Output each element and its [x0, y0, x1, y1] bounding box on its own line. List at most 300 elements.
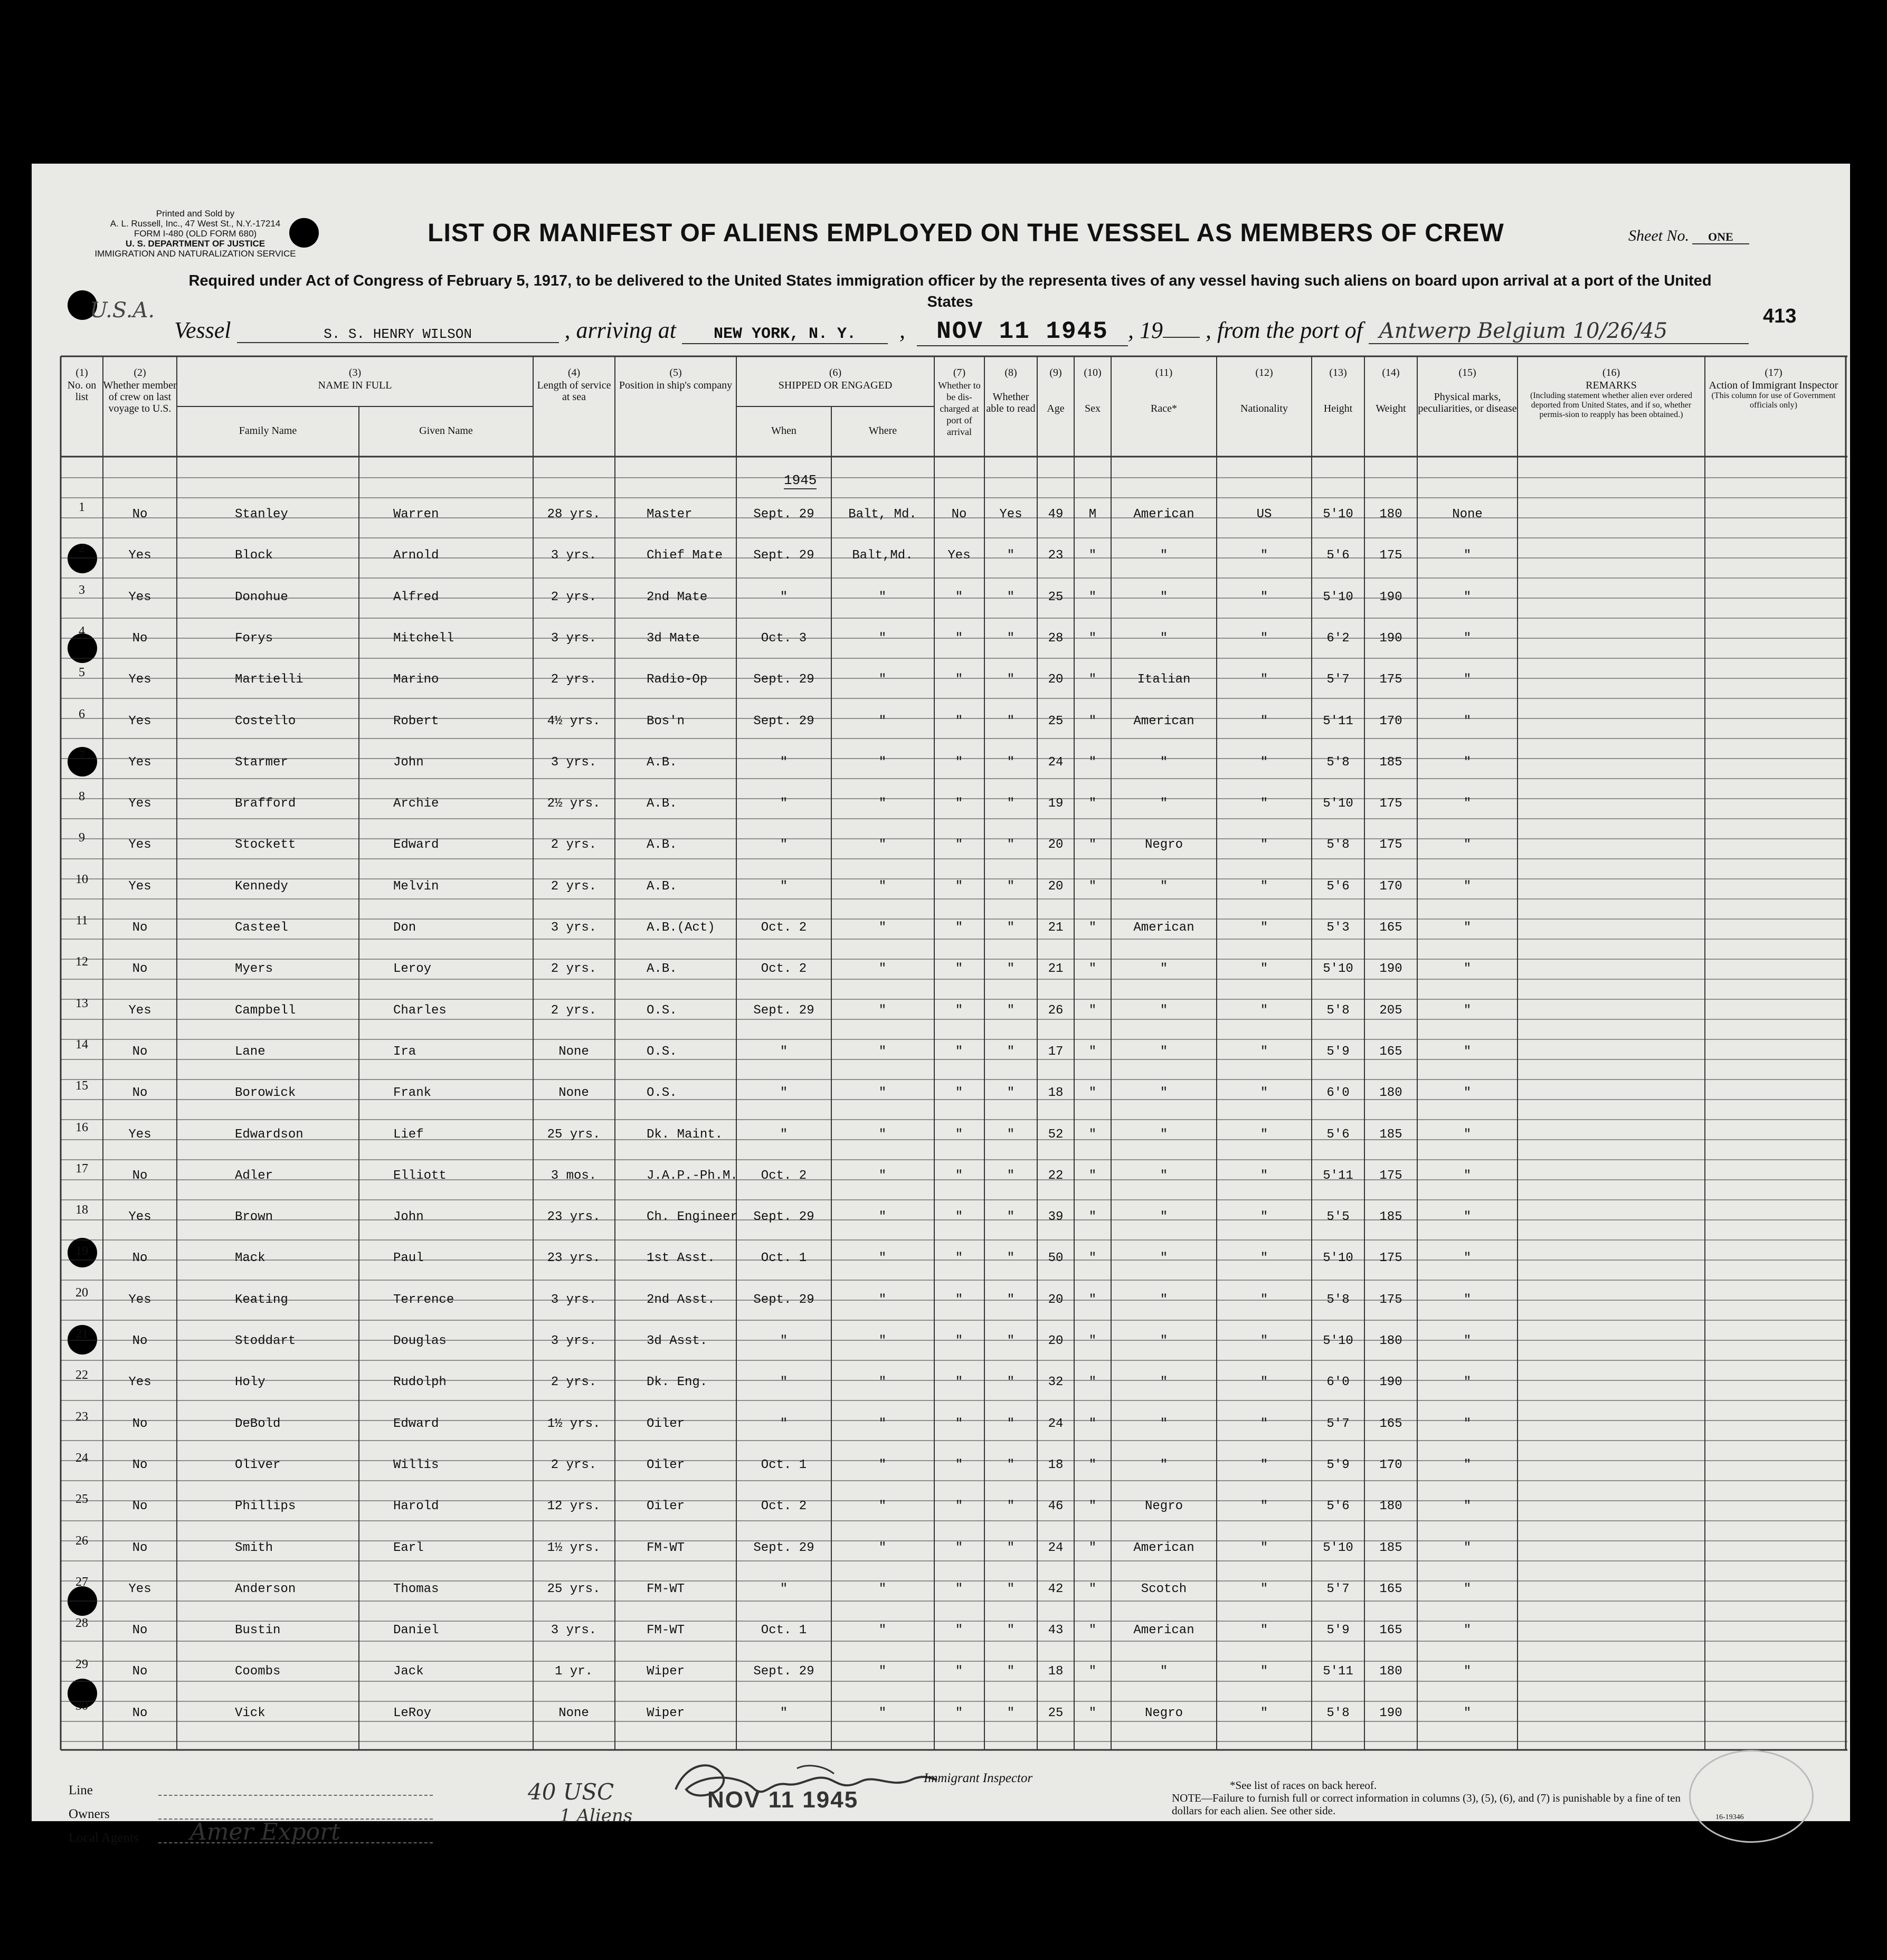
cell-nationality: "	[1260, 1086, 1268, 1101]
cell-weight: 190	[1379, 1375, 1402, 1390]
cell-marks: "	[1463, 1416, 1472, 1431]
cell-position: J.A.P.-Ph.M.	[647, 1168, 738, 1183]
cell-discharged: "	[955, 1375, 963, 1390]
col-header-weight: (14) Weight	[1376, 367, 1406, 414]
cell-given: Harold	[393, 1499, 439, 1514]
cell-family: Starmer	[235, 755, 288, 770]
cell-position: A.B.	[647, 879, 677, 894]
cell-age: 43	[1048, 1623, 1064, 1638]
cell-given: Earl	[393, 1540, 424, 1555]
cell-height: 5'11	[1323, 714, 1353, 728]
cell-no: 2	[79, 542, 85, 556]
cell-sex: "	[1088, 1706, 1097, 1720]
cell-discharged: "	[955, 1086, 963, 1101]
cell-height: 5'10	[1323, 797, 1353, 811]
cell-height: 5'10	[1323, 1334, 1353, 1348]
cell-when: Sept. 29	[753, 1540, 814, 1555]
cell-age: 20	[1048, 1292, 1064, 1307]
cell-discharged: "	[955, 1210, 963, 1225]
cell-age: 49	[1048, 507, 1064, 522]
cell-given: Charles	[393, 1003, 447, 1018]
cell-no: 7	[79, 748, 85, 762]
cell-marks: "	[1463, 1375, 1472, 1390]
cell-discharged: "	[955, 838, 963, 853]
cell-height: 5'5	[1326, 1210, 1350, 1225]
cell-no: 5	[79, 666, 85, 680]
cell-sex: "	[1088, 838, 1097, 853]
cell-position: 2nd Asst.	[647, 1292, 715, 1307]
cell-when: Sept. 29	[753, 1210, 814, 1225]
cell-no: 12	[75, 955, 88, 969]
cell-marks: "	[1463, 1003, 1472, 1018]
col-header-height: (13) Height	[1323, 367, 1353, 414]
cell-sex: "	[1088, 1044, 1097, 1059]
cell-nationality: "	[1260, 1706, 1268, 1720]
cell-no: 10	[75, 872, 88, 886]
cell-age: 18	[1048, 1664, 1064, 1679]
manifest-page	[32, 164, 1850, 1845]
cell-where: "	[878, 1457, 887, 1472]
cell-when: "	[780, 1416, 788, 1431]
cell-sex: "	[1088, 1251, 1097, 1266]
cell-nationality: "	[1260, 921, 1268, 935]
cell-position: O.S.	[647, 1086, 677, 1101]
cell-when: "	[780, 755, 788, 770]
cell-sex: "	[1088, 921, 1097, 935]
col-header-when: When	[771, 425, 796, 437]
cell-sex: "	[1088, 1664, 1097, 1679]
cell-given: Willis	[393, 1457, 439, 1472]
cell-crew: No	[132, 1706, 148, 1720]
cell-crew: No	[132, 1334, 148, 1348]
cell-family: Borowick	[235, 1086, 296, 1101]
cell-marks: "	[1463, 1664, 1472, 1679]
cell-when: Sept. 29	[753, 1292, 814, 1307]
cell-weight: 185	[1379, 1127, 1402, 1142]
cell-read: "	[1007, 714, 1015, 728]
cell-position: Ch. Engineer	[647, 1210, 738, 1225]
cell-race: American	[1133, 921, 1194, 935]
cell-discharged: "	[955, 1416, 963, 1431]
cell-when: Sept. 29	[753, 714, 814, 728]
footer-notes: *See list of races on back hereof. NOTE—Failure to furnish full or correct information in columns (3), (5), (6), and (7) is punishable by a fine of ten dollars for each alien. See other side.	[1172, 1779, 1681, 1817]
cell-weight: 180	[1379, 1334, 1402, 1348]
cell-nationality: "	[1260, 1334, 1268, 1348]
cell-sex: "	[1088, 1127, 1097, 1142]
cell-where: "	[878, 1044, 887, 1059]
cell-height: 5'11	[1323, 1168, 1353, 1183]
col-header-position: (5) Position in ship's company	[619, 367, 733, 391]
cell-age: 50	[1048, 1251, 1064, 1266]
cell-given: Douglas	[393, 1334, 447, 1348]
inspector-label: Immigrant Inspector	[924, 1771, 1033, 1785]
departure-port: Antwerp Belgium 10/26/45	[1369, 319, 1749, 344]
tally-note-2: 1 Aliens	[560, 1805, 633, 1826]
col-header-sex: (10) Sex	[1084, 367, 1102, 414]
cell-no: 30	[75, 1699, 88, 1713]
cell-read: "	[1007, 1251, 1015, 1266]
cell-read: "	[1007, 1375, 1015, 1390]
cell-age: 17	[1048, 1044, 1064, 1059]
cell-nationality: "	[1260, 755, 1268, 770]
cell-family: Lane	[235, 1044, 265, 1059]
cell-crew: No	[132, 1416, 148, 1431]
usa-handwritten-note: U.S.A.	[90, 298, 155, 323]
cell-race: "	[1160, 1457, 1168, 1472]
cell-height: 5'8	[1326, 838, 1350, 853]
cell-race: "	[1160, 797, 1168, 811]
cell-when: Oct. 1	[761, 1457, 807, 1472]
cell-race: American	[1133, 507, 1194, 522]
cell-read: "	[1007, 1334, 1015, 1348]
cell-where: "	[878, 1540, 887, 1555]
cell-race: "	[1160, 879, 1168, 894]
page-number: 413	[1763, 305, 1797, 327]
cell-height: 5'7	[1326, 1416, 1350, 1431]
col-header-shipped: (6) SHIPPED OR ENGAGED	[778, 367, 893, 391]
col-header-where: Where	[868, 425, 897, 437]
cell-position: A.B.	[647, 962, 677, 977]
cell-race: "	[1160, 631, 1168, 646]
cell-marks: "	[1463, 921, 1472, 935]
cell-height: 5'10	[1323, 590, 1353, 604]
cell-nationality: "	[1260, 1416, 1268, 1431]
cell-age: 20	[1048, 1334, 1064, 1348]
cell-nationality: "	[1260, 1457, 1268, 1472]
cell-where: "	[878, 1499, 887, 1514]
cell-weight: 185	[1379, 1210, 1402, 1225]
cell-discharged: "	[955, 921, 963, 935]
cell-marks: "	[1463, 590, 1472, 604]
cell-where: "	[878, 631, 887, 646]
cell-position: FM-WT	[647, 1540, 685, 1555]
cell-position: Radio-Op	[647, 673, 708, 687]
cell-nationality: "	[1260, 590, 1268, 604]
local-agent-handwritten: Amer Export	[190, 1819, 340, 1845]
cell-marks: "	[1463, 1086, 1472, 1101]
cell-read: "	[1007, 962, 1015, 977]
statute-note: Required under Act of Congress of February 5, 1917, to be delivered to the United States immigration officer by the representa tives of any vessel having such aliens on board upon arrival at a port of the United States	[188, 272, 1712, 310]
cell-height: 5'10	[1323, 962, 1353, 977]
col-header-nationality: (12) Nationality	[1240, 367, 1288, 414]
cell-marks: "	[1463, 714, 1472, 728]
cell-race: American	[1133, 1623, 1194, 1638]
cell-when: "	[780, 1334, 788, 1348]
cell-family: Campbell	[235, 1003, 296, 1018]
cell-given: Edward	[393, 838, 439, 853]
cell-crew: Yes	[128, 1582, 151, 1596]
cell-race: "	[1160, 1127, 1168, 1142]
cell-discharged: "	[955, 1664, 963, 1679]
cell-read: "	[1007, 921, 1015, 935]
cell-height: 5'7	[1326, 673, 1350, 687]
cell-service: 3 yrs.	[551, 1292, 597, 1307]
cell-height: 5'6	[1326, 548, 1350, 563]
cell-family: Stockett	[235, 838, 296, 853]
cell-read: "	[1007, 631, 1015, 646]
cell-service: 3 yrs.	[551, 755, 597, 770]
cell-crew: No	[132, 1457, 148, 1472]
cell-where: "	[878, 1292, 887, 1307]
cell-race: Italian	[1137, 673, 1191, 687]
cell-family: Smith	[235, 1540, 273, 1555]
cell-height: 5'10	[1323, 1251, 1353, 1266]
cell-crew: No	[132, 1086, 148, 1101]
cell-where: Balt, Md.	[848, 507, 917, 522]
cell-discharged: "	[955, 1582, 963, 1596]
cell-service: 23 yrs.	[547, 1251, 601, 1266]
cell-crew: Yes	[128, 590, 151, 604]
cell-family: Adler	[235, 1168, 273, 1183]
cell-height: 6'0	[1326, 1086, 1350, 1101]
cell-no: 26	[75, 1533, 88, 1548]
arrival-port: NEW YORK, N. Y.	[682, 325, 888, 344]
col-header-inspector: (17) Action of Immigrant Inspector (This column for use of Government officials only)	[1709, 367, 1838, 410]
cell-read: "	[1007, 1706, 1015, 1720]
cell-no: 22	[75, 1368, 88, 1383]
col-header-marks: (15) Physical marks, peculiarities, or disease	[1418, 367, 1517, 414]
cell-read: "	[1007, 1044, 1015, 1059]
cell-no: 9	[79, 831, 85, 845]
cell-service: 2 yrs.	[551, 879, 597, 894]
cell-service: 28 yrs.	[547, 507, 601, 522]
sheet-number: Sheet No. ONE	[1628, 227, 1749, 245]
cell-age: 23	[1048, 548, 1064, 563]
cell-nationality: "	[1260, 1623, 1268, 1638]
col-header-race: (11) Race*	[1151, 367, 1177, 414]
cell-where: "	[878, 962, 887, 977]
cell-sex: "	[1088, 1623, 1097, 1638]
cell-weight: 165	[1379, 1623, 1402, 1638]
footer-line-label: Line	[69, 1783, 93, 1797]
cell-position: Bos'n	[647, 714, 685, 728]
cell-service: None	[558, 1044, 589, 1059]
cell-no: 23	[75, 1409, 88, 1424]
col-header-discharged: (7) Whether to be dis-charged at port of arrival	[938, 367, 981, 437]
cell-crew: Yes	[128, 879, 151, 894]
cell-service: 1 yr.	[554, 1664, 593, 1679]
cell-discharged: "	[955, 1292, 963, 1307]
cell-marks: "	[1463, 838, 1472, 853]
cell-no: 17	[75, 1161, 88, 1176]
cell-service: 2 yrs.	[551, 838, 597, 853]
cell-given: Daniel	[393, 1623, 439, 1638]
col-header-remarks: (16) REMARKS (Including statement whether alien ever ordered deported from United States, and if so, whether permis-sion to reapply has been obtained.)	[1530, 367, 1692, 419]
cell-read: "	[1007, 1664, 1015, 1679]
cell-family: Block	[235, 548, 273, 563]
cell-sex: "	[1088, 962, 1097, 977]
cell-given: Terrence	[393, 1292, 454, 1307]
cell-age: 32	[1048, 1375, 1064, 1390]
col-header-given-name: Given Name	[419, 425, 473, 437]
cell-sex: "	[1088, 1334, 1097, 1348]
cell-crew: No	[132, 1499, 148, 1514]
cell-marks: "	[1463, 1210, 1472, 1225]
cell-crew: No	[132, 921, 148, 935]
cell-read: "	[1007, 1127, 1015, 1142]
cell-given: Lief	[393, 1127, 424, 1142]
cell-sex: "	[1088, 1210, 1097, 1225]
cell-read: "	[1007, 1582, 1015, 1596]
cell-marks: "	[1463, 1457, 1472, 1472]
cell-position: Master	[647, 507, 693, 522]
cell-service: 2 yrs.	[551, 590, 597, 604]
cell-read: "	[1007, 797, 1015, 811]
cell-race: "	[1160, 1168, 1168, 1183]
cell-sex: "	[1088, 714, 1097, 728]
tally-note-1: 40 USC	[528, 1779, 614, 1805]
cell-service: 2½ yrs.	[547, 797, 601, 811]
cell-height: 5'8	[1326, 1292, 1350, 1307]
cell-service: None	[558, 1086, 589, 1101]
cell-service: 2 yrs.	[551, 1375, 597, 1390]
cell-no: 28	[75, 1616, 88, 1631]
cell-weight: 180	[1379, 1086, 1402, 1101]
cell-age: 18	[1048, 1457, 1064, 1472]
cell-no: 6	[79, 707, 85, 721]
cell-race: American	[1133, 714, 1194, 728]
cell-service: 3 yrs.	[551, 1623, 597, 1638]
cell-service: 4½ yrs.	[547, 714, 601, 728]
cell-no: 3	[79, 583, 85, 597]
cell-weight: 175	[1379, 1292, 1402, 1307]
cell-discharged: "	[955, 1706, 963, 1720]
cell-height: 5'10	[1323, 507, 1353, 522]
cell-position: 3d Mate	[647, 631, 700, 646]
cell-no: 11	[75, 914, 88, 927]
cell-sex: "	[1088, 1086, 1097, 1101]
cell-sex: "	[1088, 797, 1097, 811]
cell-when: Oct. 2	[761, 1168, 807, 1183]
cell-service: 25 yrs.	[547, 1582, 601, 1596]
cell-race: Negro	[1144, 1706, 1183, 1720]
cell-family: DeBold	[235, 1416, 281, 1431]
cell-age: 18	[1048, 1086, 1064, 1101]
cell-marks: "	[1463, 755, 1472, 770]
cell-discharged: "	[955, 1044, 963, 1059]
cell-position: Dk. Maint.	[647, 1127, 723, 1142]
cell-race: Negro	[1144, 838, 1183, 853]
cell-when: Sept. 29	[753, 1664, 814, 1679]
cell-sex: "	[1088, 1416, 1097, 1431]
cell-weight: 185	[1379, 755, 1402, 770]
cell-position: Chief Mate	[647, 548, 723, 563]
cell-read: "	[1007, 755, 1015, 770]
cell-given: Marino	[393, 673, 439, 687]
cell-weight: 180	[1379, 1499, 1402, 1514]
cell-discharged: "	[955, 1251, 963, 1266]
col-header-no: (1) No. on list	[67, 367, 97, 403]
cell-read: "	[1007, 1457, 1015, 1472]
document-title: LIST OR MANIFEST OF ALIENS EMPLOYED ON THE VESSEL AS MEMBERS OF CREW	[428, 219, 1504, 247]
cell-read: "	[1007, 548, 1015, 563]
cell-service: None	[558, 1706, 589, 1720]
cell-age: 52	[1048, 1127, 1064, 1142]
arrival-date-stamp: NOV 11 1945	[917, 318, 1128, 346]
cell-crew: Yes	[128, 1210, 151, 1225]
cell-marks: "	[1463, 1540, 1472, 1555]
cell-position: A.B.(Act)	[647, 921, 715, 935]
cell-position: Wiper	[647, 1706, 685, 1720]
cell-sex: "	[1088, 1457, 1097, 1472]
cell-position: A.B.	[647, 755, 677, 770]
cell-crew: No	[132, 962, 148, 977]
cell-position: FM-WT	[647, 1623, 685, 1638]
cell-nationality: "	[1260, 1003, 1268, 1018]
cell-family: Donohue	[235, 590, 288, 604]
cell-sex: "	[1088, 548, 1097, 563]
cell-position: Dk. Eng.	[647, 1375, 708, 1390]
cell-no: 27	[75, 1575, 88, 1589]
cell-nationality: "	[1260, 1127, 1268, 1142]
cell-marks: "	[1463, 1623, 1472, 1638]
cell-where: "	[878, 838, 887, 853]
cell-discharged: "	[955, 879, 963, 894]
cell-family: Coombs	[235, 1664, 281, 1679]
cell-family: Forys	[235, 631, 273, 646]
cell-weight: 175	[1379, 1168, 1402, 1183]
cell-no: 20	[75, 1285, 88, 1300]
cell-when: Sept. 29	[753, 507, 814, 522]
cell-family: Edwardson	[235, 1127, 304, 1142]
cell-nationality: "	[1260, 1375, 1268, 1390]
cell-read: "	[1007, 1540, 1015, 1555]
cell-race: "	[1160, 962, 1168, 977]
cell-service: 2 yrs.	[551, 1457, 597, 1472]
cell-weight: 190	[1379, 590, 1402, 604]
cell-discharged: "	[955, 1127, 963, 1142]
cell-where: "	[878, 1251, 887, 1266]
cell-crew: No	[132, 1540, 148, 1555]
cell-race: Negro	[1144, 1499, 1183, 1514]
cell-nationality: "	[1260, 962, 1268, 977]
cell-no: 25	[75, 1492, 88, 1507]
cell-weight: 165	[1379, 1044, 1402, 1059]
cell-sex: "	[1088, 1499, 1097, 1514]
cell-read: "	[1007, 1623, 1015, 1638]
cell-family: Vick	[235, 1706, 265, 1720]
cell-when: Oct. 2	[761, 1499, 807, 1514]
cell-age: 22	[1048, 1168, 1064, 1183]
cell-given: Archie	[393, 797, 439, 811]
cell-position: 1st Asst.	[647, 1251, 715, 1266]
cell-where: "	[878, 1416, 887, 1431]
cell-family: Keating	[235, 1292, 288, 1307]
cell-family: Myers	[235, 962, 273, 977]
cell-weight: 175	[1379, 797, 1402, 811]
cell-nationality: "	[1260, 1540, 1268, 1555]
cell-discharged: "	[955, 962, 963, 977]
cell-race: Scotch	[1141, 1582, 1187, 1596]
cell-when: "	[780, 1375, 788, 1390]
cell-given: Robert	[393, 714, 439, 728]
cell-discharged: "	[955, 673, 963, 687]
cell-service: 2 yrs.	[551, 673, 597, 687]
cell-family: Brown	[235, 1210, 273, 1225]
cell-given: Thomas	[393, 1582, 439, 1596]
cell-service: 3 yrs.	[551, 1334, 597, 1348]
cell-crew: No	[132, 1044, 148, 1059]
cell-weight: 190	[1379, 631, 1402, 646]
cell-discharged: "	[955, 1168, 963, 1183]
cell-family: Stanley	[235, 507, 288, 522]
cell-family: Kennedy	[235, 879, 288, 894]
cell-where: "	[878, 1664, 887, 1679]
cell-given: Warren	[393, 507, 439, 522]
cell-position: O.S.	[647, 1003, 677, 1018]
cell-sex: "	[1088, 1292, 1097, 1307]
cell-age: 25	[1048, 1706, 1064, 1720]
